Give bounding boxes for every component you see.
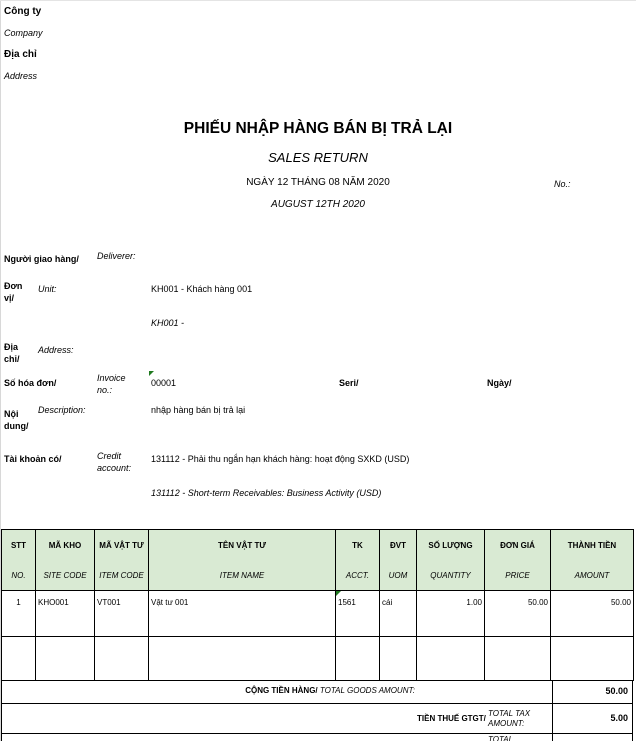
header-price: ĐƠN GIÁ [485, 530, 551, 562]
sheet-top-border [0, 0, 636, 1]
header-item-code: MÃ VẬT TƯ [95, 530, 149, 562]
header-quantity-en: QUANTITY [417, 562, 485, 591]
company-label-vn: Công ty [4, 6, 42, 17]
address-label-en: Address [4, 71, 38, 81]
document-title: PHIẾU NHẬP HÀNG BÁN BỊ TRẢ LẠI [183, 120, 453, 137]
cell-quantity: 1.00 [417, 591, 485, 637]
unit-value-en: KH001 - [151, 318, 185, 328]
header-amount: THÀNH TIỀN [551, 530, 634, 562]
cell-comment-marker [336, 591, 341, 596]
cell-uom: cái [380, 591, 417, 637]
items-table [1, 529, 634, 681]
description-label: Nội [4, 409, 19, 419]
invoice-date-label: Ngày/ [487, 378, 512, 388]
header-quantity: SỐ LƯỢNG [417, 530, 485, 562]
total-tax-label-en-2: AMOUNT: [488, 719, 525, 728]
header-uom-en: UOM [380, 562, 417, 591]
deliverer-label: Người giao hàng/ [4, 254, 79, 264]
address-info-label-2: chỉ/ [4, 354, 20, 364]
description-value: nhập hàng bán bị trả lại [151, 405, 246, 415]
header-uom: ĐVT [380, 530, 417, 562]
credit-account-label: Tài khoản có/ [4, 454, 62, 464]
header-item-name: TÊN VẬT TƯ [149, 530, 336, 562]
document-date-en: AUGUST 12TH 2020 [271, 199, 365, 210]
document-number-label: No.: [554, 179, 571, 189]
address-info-label: Địa [4, 342, 19, 352]
deliverer-label-en: Deliverer: [97, 251, 136, 261]
credit-account-value-en: 131112 - Short-term Receivables: Business Activity (USD) [151, 488, 382, 498]
total-tax-label-en: TOTAL TAX [488, 709, 531, 718]
invoice-number-label-en-2: no.: [97, 385, 113, 395]
cell-comment-marker [149, 371, 154, 376]
credit-account-value: 131112 - Phải thu ngắn hạn khách hàng: hoạt động SXKD (USD) [151, 454, 410, 464]
cell-site-code: KHO001 [36, 591, 95, 637]
total-tax-divider [552, 704, 553, 733]
address-label-vn: Địa chỉ [4, 49, 37, 60]
header-stt-en: NO. [2, 562, 36, 591]
header-stt: STT [2, 530, 36, 562]
invoice-number-value: 00001 [151, 378, 177, 388]
unit-label-en: Unit: [38, 284, 57, 294]
header-site-code-en: SITE CODE [36, 562, 95, 591]
total-goods-value: 50.00 [605, 686, 628, 696]
header-account: TK [336, 530, 380, 562]
table-row-empty [2, 637, 634, 681]
header-item-name-en: ITEM NAME [149, 562, 336, 591]
grand-total-row [1, 734, 633, 741]
unit-label: Đơn [4, 281, 23, 291]
invoice-number-label: Số hóa đơn/ [4, 378, 57, 388]
total-tax-row [1, 704, 633, 734]
invoice-number-label-en: Invoice [97, 373, 126, 383]
serial-label: Seri/ [339, 378, 359, 388]
cell-stt: 1 [2, 591, 36, 637]
cell-account-value: 1561 [338, 598, 356, 607]
unit-label-2: vị/ [4, 293, 15, 303]
address-info-label-en: Address: [38, 345, 74, 355]
credit-account-label-en: Credit [97, 451, 122, 461]
unit-value: KH001 - Khách hàng 001 [151, 284, 253, 294]
total-goods-divider [552, 681, 553, 703]
header-amount-en: AMOUNT [551, 562, 634, 591]
header-account-en: ACCT. [336, 562, 380, 591]
header-price-en: PRICE [485, 562, 551, 591]
credit-account-label-en-2: account: [97, 463, 132, 473]
grand-total-divider [552, 734, 553, 741]
document-title-en: SALES RETURN [268, 150, 368, 165]
table-row [2, 591, 634, 637]
total-tax-value: 5.00 [610, 713, 628, 723]
total-goods-label: CỘNG TIỀN HÀNG/ TOTAL GOODS AMOUNT: [245, 686, 415, 695]
document-date: NGÀY 12 THÁNG 08 NĂM 2020 [246, 177, 390, 188]
description-label-en: Description: [38, 405, 86, 415]
total-goods-row [1, 681, 633, 704]
total-tax-label: TIỀN THUẾ GTGT/ [417, 714, 486, 723]
header-item-code-en: ITEM CODE [95, 562, 149, 591]
company-label-en: Company [4, 28, 43, 38]
cell-account [336, 591, 380, 637]
header-site-code: MÃ KHO [36, 530, 95, 562]
cell-price: 50.00 [485, 591, 551, 637]
description-label-2: dung/ [4, 421, 29, 431]
cell-amount: 50.00 [551, 591, 634, 637]
cell-item-name: Vật tư 001 [149, 591, 336, 637]
cell-item-code: VT001 [95, 591, 149, 637]
grand-total-label-en: TOTAL [488, 735, 514, 741]
